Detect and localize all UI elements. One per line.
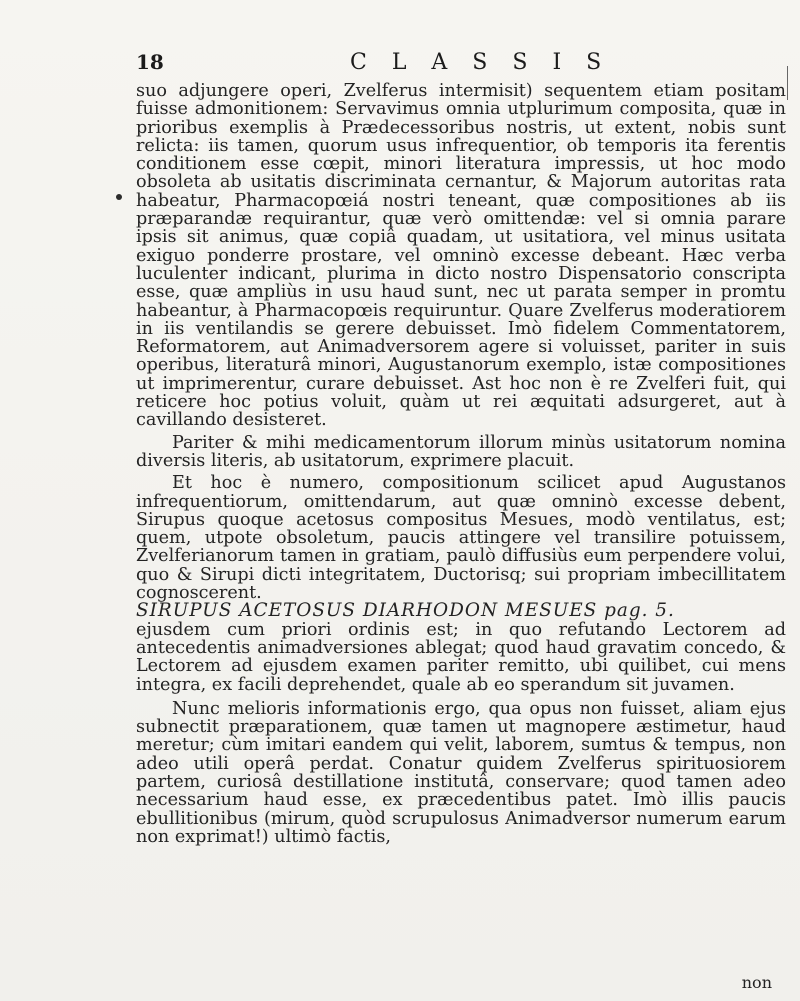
paragraph-5: Nunc melioris informationis ergo, qua opus non fuisset, aliam ejus subnectit præparationem, quæ tamen ut magnopere æstimetur, haud meretur; cùm imitari eandem qui velit, laborem, sumtus & tempus, non adeo utili operâ perdat. Conatur quidem Zvelferus spirituosiorem partem, curiosâ destillatione institutâ, conservare; quod tamen adeo necessarium haud esse, ex præcedentibus patet. Imò illis paucis ebullitionibus (mirum, quòd scrupulosus Animadversor numerum earum non exprimat!) ultimò factis, (136, 698, 786, 847)
stray-mark (116, 194, 122, 200)
paragraph-4: ejusdem cum priori ordinis est; in quo refutando Lectorem ad antecedentis animadversiones ablegat; quod haud gravatim concedo, & Lectorem ad ejusdem examen pariter remitto, ubi quilibet, cui mens integra, ex facili deprehendet, quale ab eo sperandum sit juvamen. (136, 619, 786, 695)
page-header (136, 50, 696, 80)
section-heading: SIRUPUS ACETOSUS DIARHODON MESUES pag. 5. (136, 600, 675, 622)
page-number: 18 (136, 50, 164, 74)
paragraph-3: Et hoc è numero, compositionum scilicet apud Augustanos infrequentiorum, omittendarum, aut quæ omninò excesse debent, Sirupus quoque acetosus compositus Mesues, modò ventilatus, est; quem, utpote obsoletum, paucis attingere vel transilire potuissem, Zvelferianorum tamen in gratiam, paulò diffusiùs eum perpendere volui, quo & Sirupi dicti integritatem, Ductorisq; sui propriam imbecillitatem cognoscerent. (136, 473, 786, 604)
catchword: non (741, 973, 772, 992)
body-text (136, 82, 786, 846)
edge-mark (787, 66, 788, 100)
paragraph-2: Pariter & mihi medicamentorum illorum minùs usitatorum nomina diversis literis, ab usitatorum, exprimere placuit. (136, 432, 786, 471)
running-head: C L A S S I S (350, 50, 611, 75)
paragraph-1: suo adjungere operi, Zvelferus intermisit) sequentem etiam positam fuisse admonitionem: Servavimus omnia utplurimum composita, quæ in prioribus exemplis à Prædecessoribus nostris, ut extent, nobis sunt relicta: iis tamen, quorum usus infrequentior, ob temporis ita ferentis conditionem esse cœpit, minori literatura impressis, ut hoc modo obsoleta ab usitatis discriminata cernantur, & Majorum autoritas rata habeatur, Pharmacopœiá nostri teneant, quæ compositiones ab iis præparandæ requirantur, quæ verò omittendæ: vel si omnia parare ipsis sit animus, quæ copiâ quadam, ut usitatiora, vel minus usitata exiguo ponderre prostare, vel omninò excesse debeant. Hæc verba luculenter indicant, plurima in dicto nostro Dispensatorio conscripta esse, quæ ampliùs in usu haud sunt, nec ut parata semper in promtu habeantur, à Pharmacopœis requiruntur. Quare Zvelferus moderatiorem in iis ventilandis se gerere debuisset. Imò fidelem Commentatorem, Reformatorem, aut Animadversorem agere si voluisset, pariter in suis operibus, literaturâ minori, Augustanorum exemplo, istæ compositiones ut imprimerentur, curare debuisset. Ast hoc non è re Zvelferi fuit, qui reticere hoc potius voluit, quàm ut rei æquitati adsurgeret, aut à cavillando desisteret. (136, 81, 786, 431)
